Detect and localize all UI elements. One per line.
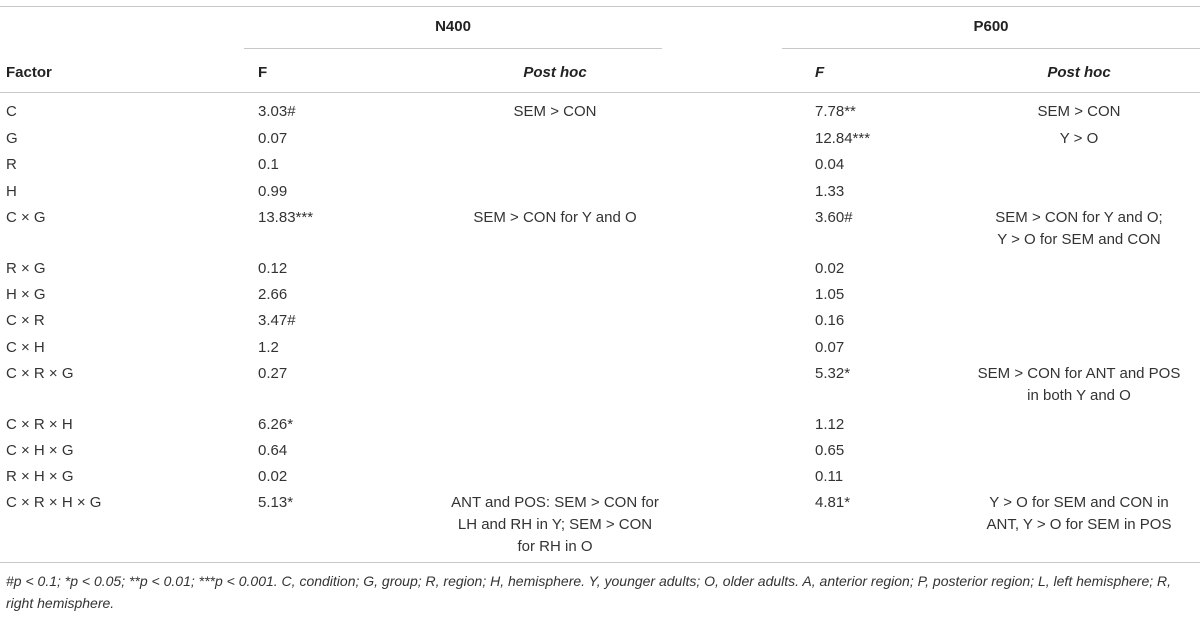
row-n400-f: 0.99 <box>258 183 288 200</box>
row-n400-f: 0.1 <box>258 156 279 173</box>
bottom-rule <box>0 562 1200 563</box>
row-p600-f: 4.81* <box>815 494 851 511</box>
row-p600-f: 1.33 <box>815 183 845 200</box>
group-header-n400: N400 <box>435 18 471 35</box>
row-p600-posthoc: SEM > CON <box>1037 103 1121 120</box>
row-p600-f: 0.16 <box>815 312 845 329</box>
row-p600-f: 0.11 <box>815 468 844 485</box>
row-n400-f: 0.12 <box>258 260 288 277</box>
row-factor: C × G <box>6 209 46 226</box>
row-factor: C × R <box>6 312 45 329</box>
row-n400-f: 0.02 <box>258 468 288 485</box>
row-p600-posthoc: SEM > CON for ANT and POS in both Y and O <box>977 365 1181 404</box>
row-factor: H × G <box>6 286 46 303</box>
row-n400-posthoc: SEM > CON for Y and O <box>473 209 637 226</box>
col-header-factor: Factor <box>6 64 52 81</box>
row-n400-posthoc: SEM > CON <box>513 103 597 120</box>
row-n400-f: 3.03# <box>258 103 296 120</box>
row-factor: C × R × H <box>6 416 73 433</box>
row-p600-f: 1.12 <box>815 416 845 433</box>
row-factor: C × R × H × G <box>6 494 102 511</box>
group-header-p600: P600 <box>973 18 1009 35</box>
row-factor: C × R × G <box>6 365 74 382</box>
row-n400-f: 6.26* <box>258 416 294 433</box>
row-n400-f: 1.2 <box>258 339 279 356</box>
row-factor: H <box>6 183 17 200</box>
row-factor: R × G <box>6 260 46 277</box>
row-p600-f: 0.07 <box>815 339 845 356</box>
row-p600-f: 0.04 <box>815 156 845 173</box>
row-p600-f: 12.84*** <box>815 130 871 147</box>
row-factor: C <box>6 103 17 120</box>
row-p600-posthoc: Y > O <box>1059 130 1099 147</box>
header-rule <box>0 92 1200 93</box>
row-n400-f: 2.66 <box>258 286 288 303</box>
row-n400-f: 5.13* <box>258 494 294 511</box>
row-factor: C × H × G <box>6 442 74 459</box>
p600-group-rule <box>782 48 1200 49</box>
col-header-n400-f: F <box>258 64 268 81</box>
top-rule <box>0 6 1200 7</box>
col-header-p600-f: F <box>815 64 825 81</box>
row-n400-f: 0.27 <box>258 365 288 382</box>
row-p600-posthoc: SEM > CON for Y and O; Y > O for SEM and CON <box>995 209 1163 248</box>
row-n400-f: 0.64 <box>258 442 288 459</box>
row-n400-f: 3.47# <box>258 312 296 329</box>
row-p600-f: 0.02 <box>815 260 845 277</box>
row-n400-f: 0.07 <box>258 130 288 147</box>
row-n400-posthoc: ANT and POS: SEM > CON for LH and RH in Y; SEM > CON for RH in O <box>451 494 659 555</box>
row-factor: G <box>6 130 18 147</box>
row-factor: C × H <box>6 339 45 356</box>
row-p600-posthoc: Y > O for SEM and CON in ANT, Y > O for SEM in POS <box>986 494 1172 533</box>
col-header-p600-posthoc: Post hoc <box>1047 64 1111 81</box>
row-p600-f: 0.65 <box>815 442 845 459</box>
table-footnote: #p < 0.1; *p < 0.05; **p < 0.01; ***p < 0.001. C, condition; G, group; R, region; H, hemisphere. Y, younger adults; O, older adults. A, anterior region; P, posterior region; L, left hemisphere; R, right hemisphere. <box>6 573 1172 611</box>
col-header-n400-posthoc: Post hoc <box>523 64 587 81</box>
row-p600-f: 1.05 <box>815 286 845 303</box>
row-factor: R × H × G <box>6 468 74 485</box>
row-p600-f: 3.60# <box>815 209 853 226</box>
row-p600-f: 5.32* <box>815 365 851 382</box>
row-p600-f: 7.78** <box>815 103 856 120</box>
row-n400-f: 13.83*** <box>258 209 314 226</box>
row-factor: R <box>6 156 17 173</box>
n400-group-rule <box>244 48 662 49</box>
